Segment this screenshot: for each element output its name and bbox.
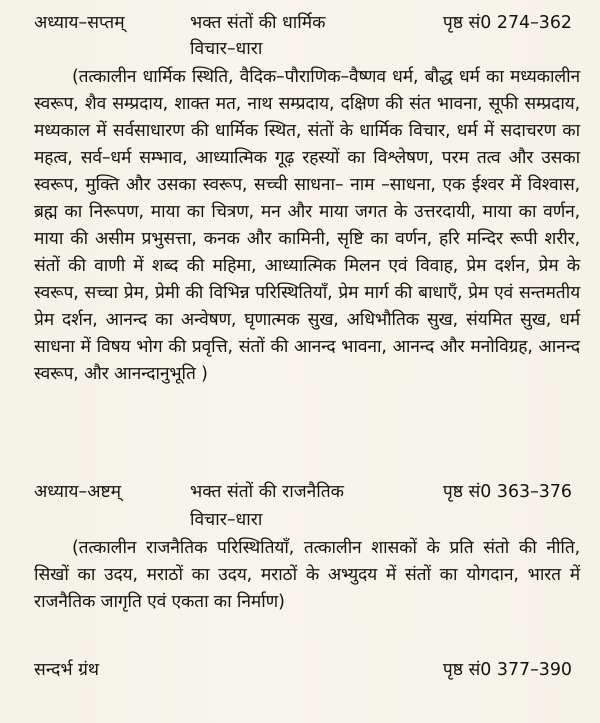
chapter-7-description: (तत्कालीन धार्मिक स्थिति, वैदिक–पौराणिक–वैष्णव धर्म, बौद्ध धर्म का मध्यकालीन स्वरूप, शैव सम्प्रदाय, शाक्त मत, नाथ सम्प्रदाय, दक्षिण की संत भावना, सूफी सम्प्रदाय, मध्यकाल में सर्वसाधारण की धार्मिक स्थित, संतों के धार्मिक विचार, धर्म में सदाचरण का महत्व, सर्व–धर्म सम्भाव, आध्यात्मिक गूढ़ रहस्यों का विश्लेषण, परम तत्व और उसका स्वरूप, मुक्ति और उसका स्वरूप, सच्ची साधना– नाम –साधना, एक ईश्वर में विश्वास, ब्रह्म का निरूपण, माया का चित्रण, मन और माया जगत के उत्तरदायी, माया का वर्णन, माया की असीम प्रभुसत्ता, कनक और कामिनी, सृष्टि का वर्णन, हरि मन्दिर रूपी शरीर, संतों की वाणी में शब्द की महिमा, आध्यात्मिक मिलन एवं विवाह, प्रेम दर्शन, प्रेम के स्वरूप, सच्चा प्रेम, प्रेमी की विभिन्न परिस्थितियाँ, प्रेम मार्ग की बाधाएँ, प्रेम एवं सन्तमतीय प्रेम दर्शन, आनन्द का अन्वेषण, घृणात्मक सुख, अधिभौतिक सुख, संयमित सुख, धर्म साधना में विषय भोग की प्रवृत्ति, संतों की आनन्द भावना, आनन्द और मनोविग्रह, आनन्द स्वरूप, और आनन्दानुभूति ) <box>34 67 580 384</box>
chapter-8-title-continuation <box>0 505 600 535</box>
chapter-8-title-line2: विचार–धारा <box>190 510 263 530</box>
chapter-8-page-range: पृष्ठ सं0 363–376 <box>442 482 572 502</box>
chapter-7-title-line2: विचार–धारा <box>190 39 263 59</box>
chapter-8-header <box>0 477 600 507</box>
chapter-8-description: (तत्कालीन राजनैतिक परिस्थितियाँ, तत्कालीन शासकों के प्रति संतो की नीति, सिखों का उदय, मराठों का उदय, मराठों के अभ्युदय में संतों का योगदान, भारत में राजनैतिक जागृति एवं एकता का निर्माण) <box>34 538 580 612</box>
chapter-7-title-line1: भक्त संतों की धार्मिक <box>190 13 326 33</box>
references-page-range: पृष्ठ सं0 377–390 <box>442 660 572 680</box>
chapter-7-label: अध्याय–सप्तम् <box>34 13 125 33</box>
chapter-7-page-range: पृष्ठ सं0 274–362 <box>442 13 572 33</box>
chapter-8-label: अध्याय–अष्टम् <box>34 482 122 502</box>
chapter-8-title-line1: भक्त संतों की राजनैतिक <box>190 482 345 502</box>
references-row <box>0 655 600 685</box>
references-label: सन्दर्भ ग्रंथ <box>34 660 100 680</box>
chapter-7-title-continuation <box>0 34 600 64</box>
